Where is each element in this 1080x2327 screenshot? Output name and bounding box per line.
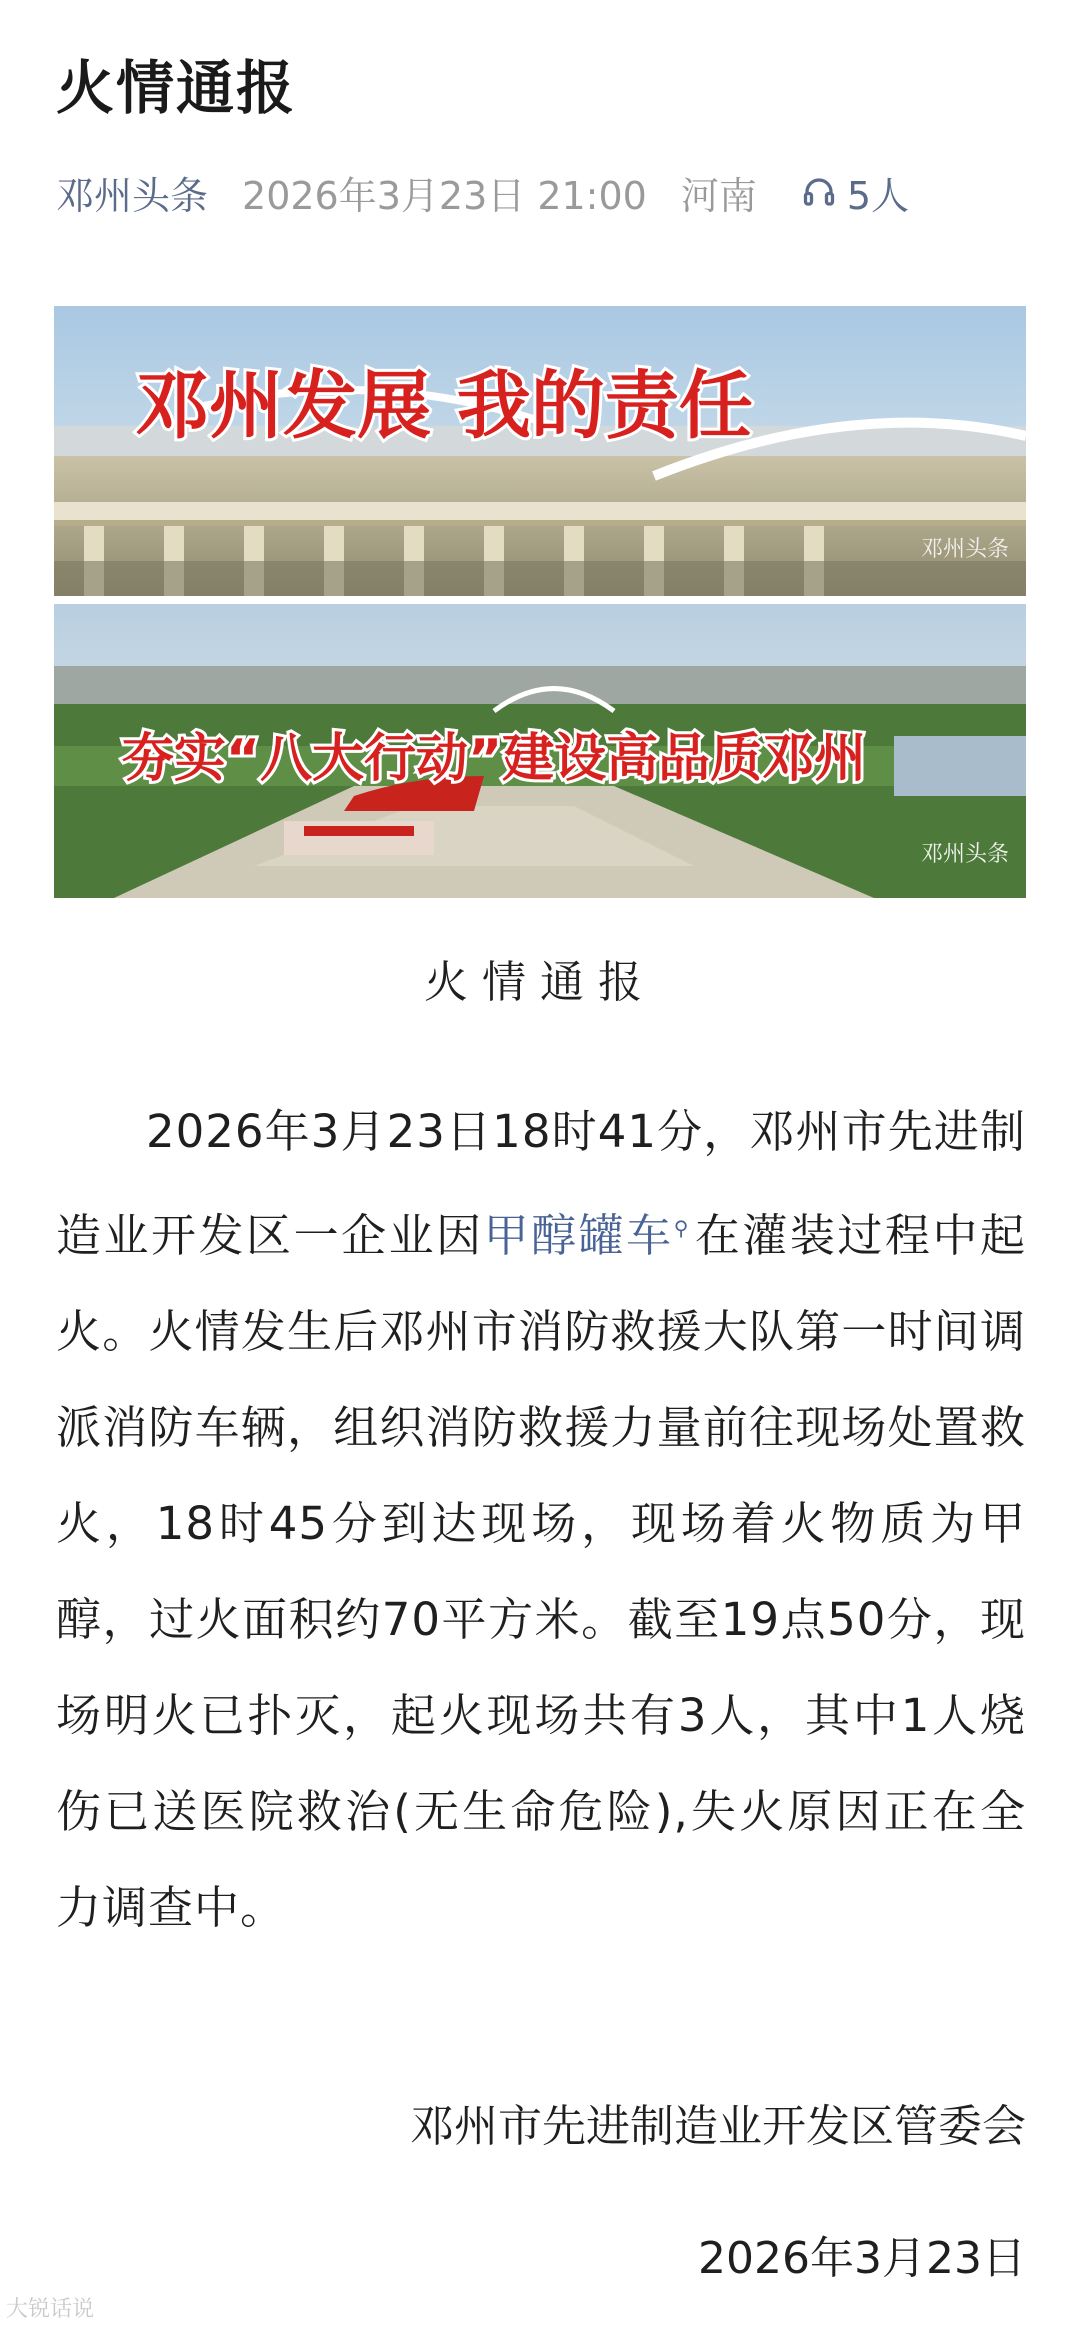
keyword-search-link[interactable]: 甲醇罐车 — [483, 1209, 674, 1262]
article-banner-image[interactable] — [54, 306, 1026, 898]
article-heading: 火情通报 — [424, 957, 656, 1008]
banner-watermark-bottom: 邓州头条 — [920, 842, 1009, 867]
search-icon[interactable]: ⚲ — [673, 1216, 690, 1240]
region-label: 河南 — [680, 173, 757, 218]
banner-watermark-top: 邓州头条 — [920, 537, 1009, 562]
issuer-signature: 邓州市先进制造业开发区管委会 — [410, 2101, 1026, 2152]
banner-panel-bridge — [54, 306, 1026, 596]
headphone-icon — [801, 174, 837, 210]
article-meta — [56, 160, 909, 224]
issue-date: 2026年3月23日 — [698, 2233, 1026, 2284]
body-text-part-1: 2026年3月23日18时41分，邓州市先进制造业开发区一企业因 — [56, 1105, 1026, 1262]
corner-watermark: 大锐话说 — [6, 2297, 95, 2322]
article-body — [56, 1084, 1026, 1956]
body-text-part-2: 在灌装过程中起火。火情发生后邓州市消防救援大队第一时间调派消防车辆，组织消防救援力量前往现场处置救火，18时45分到达现场，现场着火物质为甲醇，过火面积约70平方米。截至19点50分，现场明火已扑灭，起火现场共有3人，其中1人烧伤已送医院救治(无生命危险),失火原因正在全力调查中。 — [56, 1209, 1026, 1934]
source-account-link[interactable]: 邓州头条 — [56, 173, 209, 218]
listener-count: 5人 — [846, 173, 910, 218]
banner-slogan-bottom: 夯实“八大行动”建设高品质邓州 — [121, 729, 867, 789]
article-title: 火情通报 — [56, 54, 297, 122]
banner-slogan-top: 邓州发展 我的责任 — [135, 363, 753, 449]
publish-datetime: 2026年3月23日 21:00 — [242, 173, 647, 218]
listen-button[interactable] — [801, 165, 909, 220]
